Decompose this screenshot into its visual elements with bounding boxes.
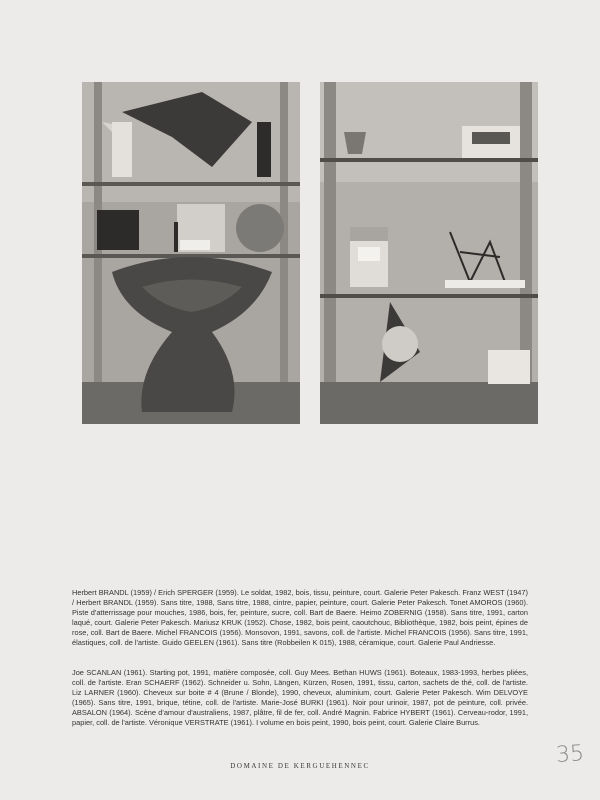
footer-title: DOMAINE DE KERGUEHENNEC bbox=[230, 762, 370, 770]
photo-right-image bbox=[320, 82, 538, 424]
photo-left-image bbox=[82, 82, 300, 424]
page-number: 35 bbox=[555, 741, 585, 768]
caption-paragraph-1: Herbert BRANDL (1959) / Erich SPERGER (1959). Le soldat, 1982, bois, tissu, peinture, court. Galerie Peter Pakesch. Franz WEST (1947) / Herbert BRANDL (1959). Sans titre, 1988, Sans titre, 1988, cintre, papier, peinture, court. Galerie Peter Pakesch. Tonet AMOROS (1960). Piste d'atterrissage pour mouches, 1986, bois, fer, peinture, sucre, coll. Bart de Baere. Heimo ZOBERNIG (1958). Sans titre, 1991, carton laqué, court. Galerie Peter Pakesch. Mariusz KRUK (1952). Chose, 1982, bois peint, caoutchouc, Bibliothèque, 1982, bois peint, épines de rose, coll. Bart de Baere. Michel FRANCOIS (1956). Monsovon, 1991, savons, coll. de l'artiste. Michel FRANCOIS (1956). Sans titre, 1991, élastiques, coll. de l'artiste. Guido GEELEN (1961). Sans titre (Robbeilen K 015), 1988, céramique, court. Galerie Paul Andriesse. bbox=[72, 588, 528, 647]
photo-left bbox=[82, 82, 300, 424]
caption-paragraph-2: Joe SCANLAN (1961). Starting pot, 1991, matière composée, coll. Guy Mees. Bethan HUWS (1961). Boteaux, 1983-1993, herbes pliées, coll. de l'artiste. Eran SCHAERF (1962). Schneider u. Sohn, Längen, Kürzen, Rosen, 1991, tissu, carton, sachets de thé, coll. de l'artiste. Liz LARNER (1960). Cheveux sur boite # 4 (Brune / Blonde), 1990, cheveux, aluminium, court. Galerie Peter Pakesch. Wim DELVOYE (1965). Sans titre, 1991, brique, tétine, coll. de l'artiste. Marie-José BURKI (1961). Noir pour urinoir, 1987, pot de peinture, coll. privée. ABSALON (1964). Scène d'amour d'australiens, 1987, plâtre, fil de fer, coll. André Magnin. Fabrice HYBERT (1961). Cerveau-rodor, 1991, papier, coll. de l'artiste. Véronique VERSTRATE (1961). I volume en bois peint, 1990, bois peint, court. Galerie Claire Burrus. bbox=[72, 668, 528, 727]
photo-right bbox=[320, 82, 538, 424]
